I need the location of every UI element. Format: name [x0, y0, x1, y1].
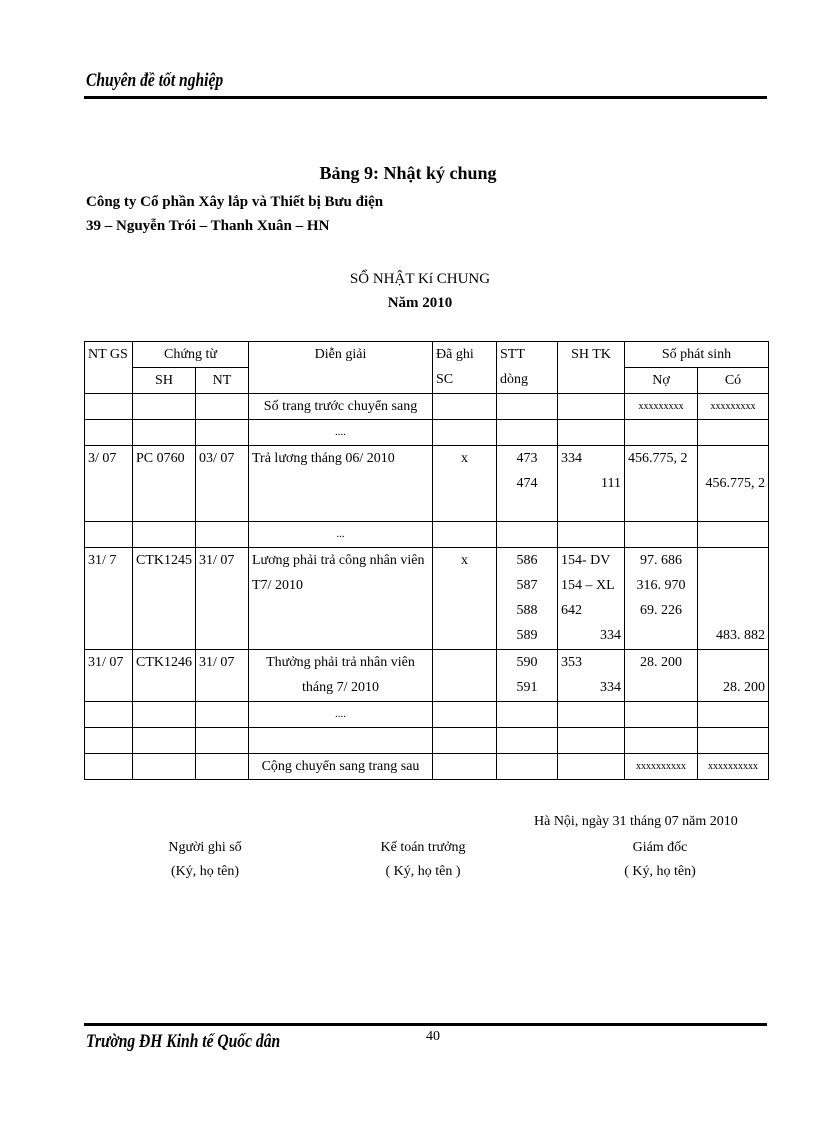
table-row: 31/ 07 CTK1246 31/ 07 Thưởng phải trả nhân viên tháng 7/ 2010 590 591 353 334 28. 200 28. 200 [85, 650, 769, 702]
carried-forward-label: Cộng chuyển sang trang sau [249, 754, 433, 780]
carried-forward-co: xxxxxxxxxx [698, 754, 769, 780]
carried-forward-no: xxxxxxxxxx [625, 754, 698, 780]
header-rule [84, 96, 767, 99]
col-so-phat-sinh: Số phát sinh [625, 342, 769, 368]
table-row: 3/ 07 PC 0760 03/ 07 Trả lương tháng 06/ 2010 x 473 474 334 111 456.775, 2 456.775, 2 [85, 446, 769, 522]
ellipsis-row: .... [85, 702, 769, 728]
running-header: Chuyên đề tốt nghiệp [86, 70, 224, 91]
col-sh-tk: SH TK [558, 342, 625, 394]
footer-school: Trường ĐH Kinh tế Quốc dân [86, 1031, 281, 1052]
carried-forward-row [85, 754, 769, 780]
brought-forward-no: xxxxxxxxx [625, 394, 698, 420]
brought-forward-row [85, 394, 769, 420]
ellipsis-row [85, 420, 769, 446]
blank-row [85, 728, 769, 754]
recorder-signature: Người ghi sổ (Ký, họ tên) [168, 840, 242, 879]
page-number: 40 [426, 1029, 440, 1044]
book-year: Năm 2010 [387, 295, 453, 311]
ellipsis: .... [249, 420, 433, 446]
book-title: SỔ NHẬT Kí CHUNG [349, 271, 491, 287]
footer-rule [84, 1023, 767, 1026]
table-row: 31/ 7 CTK1245 31/ 07 Lương phải trả công nhân viên T7/ 2010 x 586 587 588 589 154- DV 154 – XL 642 334 97. 686 316. 970 69. 226 483. 882 [85, 548, 769, 650]
brought-forward-co: xxxxxxxxx [698, 394, 769, 420]
col-stt-dong: STT dòng [497, 342, 558, 394]
director-signature: Giám đốc ( Ký, họ tên) [624, 840, 696, 879]
col-nt-gs: NT GS [85, 342, 133, 394]
company-address: 39 – Nguyễn Trói – Thanh Xuân – HN [86, 218, 330, 234]
company-name: Công ty Cổ phần Xây lắp và Thiết bị Bưu điện [86, 194, 384, 210]
col-sh: SH [133, 368, 196, 394]
ellipsis-row: ... [85, 522, 769, 548]
col-chung-tu: Chứng từ [133, 342, 249, 368]
header-row-1 [85, 342, 769, 368]
col-no: Nợ [625, 368, 698, 394]
col-nt: NT [196, 368, 249, 394]
accountant-signature: Kế toán trưởng ( Ký, họ tên ) [380, 840, 466, 879]
col-da-ghi-sc: Đã ghi SC [433, 342, 497, 394]
col-dien-giai: Diễn giải [249, 342, 433, 394]
table-caption: Bảng 9: Nhật ký chung [319, 163, 497, 183]
place-date: Hà Nội, ngày 31 tháng 07 năm 2010 [534, 814, 738, 829]
general-journal-table [84, 341, 769, 780]
col-co: Có [698, 368, 769, 394]
brought-forward-label: Số trang trước chuyển sang [249, 394, 433, 420]
